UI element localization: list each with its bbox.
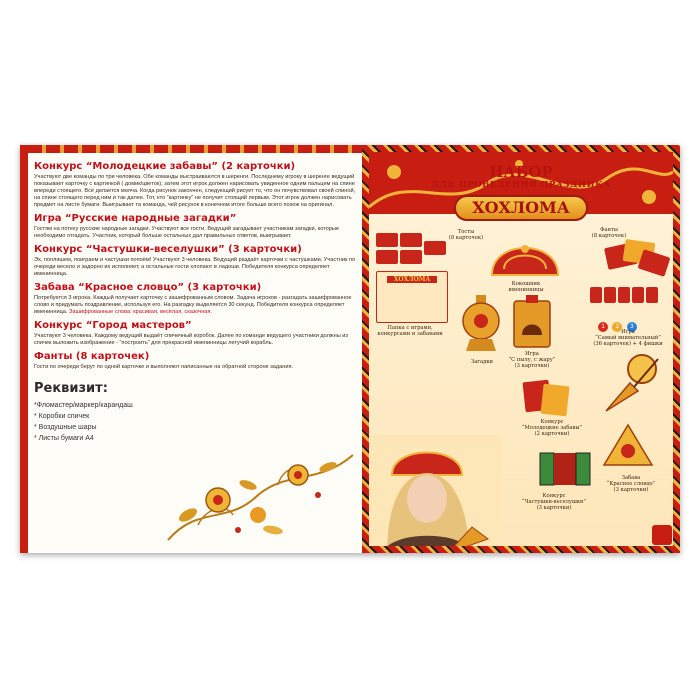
section-fanty <box>34 351 360 371</box>
label-papka: Папка с играми, конкурсами и забавами <box>377 325 443 337</box>
label-zabava: Забава “Красное словцо” (3 карточки) <box>606 475 656 493</box>
section-body <box>34 295 360 316</box>
folder-image <box>376 271 448 323</box>
balalaika-image <box>602 353 662 415</box>
section-body: Гостям на потеху русские народные загадки. Участвуют все гости. Ведущий загадывает участникам загадки, которые необходимо отгадать. Участник, который больше остальных дал правильных ответов, выигрывает. <box>34 226 340 239</box>
toast-card <box>400 233 422 247</box>
section-slovco <box>34 282 360 316</box>
label-igra-vnimatelny: Игра “Самый внимательный” (36 карточек) + 4 фишки <box>593 329 663 347</box>
section-body: Участвуют 3 человека. Каждому ведущий выдаёт спичечный коробок. Далее по команде ведущего участники должны из спичек выложить изображение - “построить” для прекрасной именинницы летучий корабль. <box>34 333 348 346</box>
attention-card <box>646 287 658 303</box>
chip: 1 <box>598 322 608 332</box>
requisite-item: * Воздушные шары <box>34 424 97 431</box>
label-molodeckie: Конкурс “Молодецкие забавы” (2 карточки) <box>521 419 583 437</box>
section-body-text: Потребуется 3 игрока. Каждый получает карточку с зашифрованным словом. Задача игроков - разгадать зашифрованное слово и придумать поздравление, используя его. На разгадку выделяется 30 секунд. Победителя конкурса определяет именинница. <box>34 295 352 315</box>
section-title: Конкурс “Город мастеров” <box>34 320 192 331</box>
corner-logo <box>652 525 672 545</box>
label-kokoshnik: Кокошник именинницы <box>508 281 544 293</box>
section-title: Фанты (8 карточек) <box>34 351 150 362</box>
stove-image <box>512 295 552 349</box>
attention-card <box>632 287 644 303</box>
instructions-panel <box>20 145 362 553</box>
requisites-list <box>34 400 360 444</box>
attention-card <box>604 287 616 303</box>
section-accent-text: Зашифрованные слова: красивая, весёлая, сказочная. <box>69 309 212 315</box>
product-panel <box>362 145 680 553</box>
label-zagadki: Загадки <box>470 359 494 365</box>
chip: 3 <box>627 322 637 332</box>
girl-photo <box>362 435 502 553</box>
requisite-item: * Коробки спичек <box>34 413 90 420</box>
label-fanty: Фанты (8 карточек) <box>591 227 627 239</box>
section-molodeckie <box>34 161 360 209</box>
toast-card <box>376 250 398 264</box>
section-body: Гости по очереди берут по одной карточке и выполняют написанные на обратной стороне задания. <box>34 364 294 370</box>
section-chastushki <box>34 244 360 278</box>
molodeckie-card <box>541 384 570 417</box>
toast-card <box>400 250 422 264</box>
game-chips <box>598 315 668 330</box>
khokhloma-floral-ornament <box>158 445 358 545</box>
title-nabor: НАБОР <box>489 163 553 181</box>
poster <box>20 145 680 553</box>
section-body: Участвуют две команды по три человека. Обе команды выстраиваются в шеренги. Последнему игроку в шеренге ведущий показывает карточку с картинкой ( домик/цветок), затем этот игрок должен нарисовать увиденное одним пальцем на спине впереди стоящего. Всё делается молча. Когда рисунок закончен, следующий рисует то, что он почувствовал своей спиной, на спине стоящего перед ним и так далее. Тот, кто “картинку” не получит стоящий первым. Этот игрок должен нарисовать предмет на листе бумаги. Выигрывает та команда, чей рисунок в конечном итоге больше всего похож на оригинал. <box>34 174 356 208</box>
requisite-item: *Фломастер/маркер/карандаш <box>34 402 133 409</box>
fant-card <box>638 249 671 277</box>
accordion-image <box>538 449 592 489</box>
toast-card <box>424 241 446 255</box>
section-title: Конкурс “Молодецкие забавы” (2 карточки) <box>34 161 296 172</box>
section-body: Эх, попляшем, поиграем и частушки попоём! Участвуют 3 человека. Ведущий раздаёт карточки с частушками. Участник по очереди весело и задорно их исполняет, а остальные гости хлопают в ладоши. Победителя конкурса определяет именинница. <box>34 257 356 277</box>
toast-card <box>376 233 398 247</box>
zabava-card-image <box>600 421 656 469</box>
section-gorod <box>34 320 360 347</box>
section-zagadki <box>34 213 360 240</box>
ornament-border <box>28 145 362 153</box>
title-subtitle: ДЛЯ ПРОВЕДЕНИЯ ПРАЗДНИКА <box>431 180 611 190</box>
label-chastushki: Конкурс “Частушки-веселушки” (3 карточки) <box>521 493 587 511</box>
attention-card <box>618 287 630 303</box>
kokoshnik-image <box>490 229 560 277</box>
section-title: Забава “Красное словцо” (3 карточки) <box>34 282 262 293</box>
requisites-title: Реквизит: <box>34 381 108 396</box>
samovar-image <box>458 293 504 355</box>
chip: 2 <box>612 322 622 332</box>
label-igra-pylu: Игра “С пылу, с жару” (3 карточки) <box>508 351 556 369</box>
section-title: Конкурс “Частушки-веселушки” (3 карточки) <box>34 244 302 255</box>
instructions-content <box>34 157 360 444</box>
section-title: Игра “Русские народные загадки” <box>34 213 237 224</box>
folder-brand: ХОХЛОМА <box>387 276 437 283</box>
label-tosts: Тосты (8 карточек) <box>448 229 484 241</box>
requisite-item: * Листы бумаги А4 <box>34 435 94 442</box>
brand-title: ХОХЛОМА <box>454 195 588 221</box>
attention-card <box>590 287 602 303</box>
